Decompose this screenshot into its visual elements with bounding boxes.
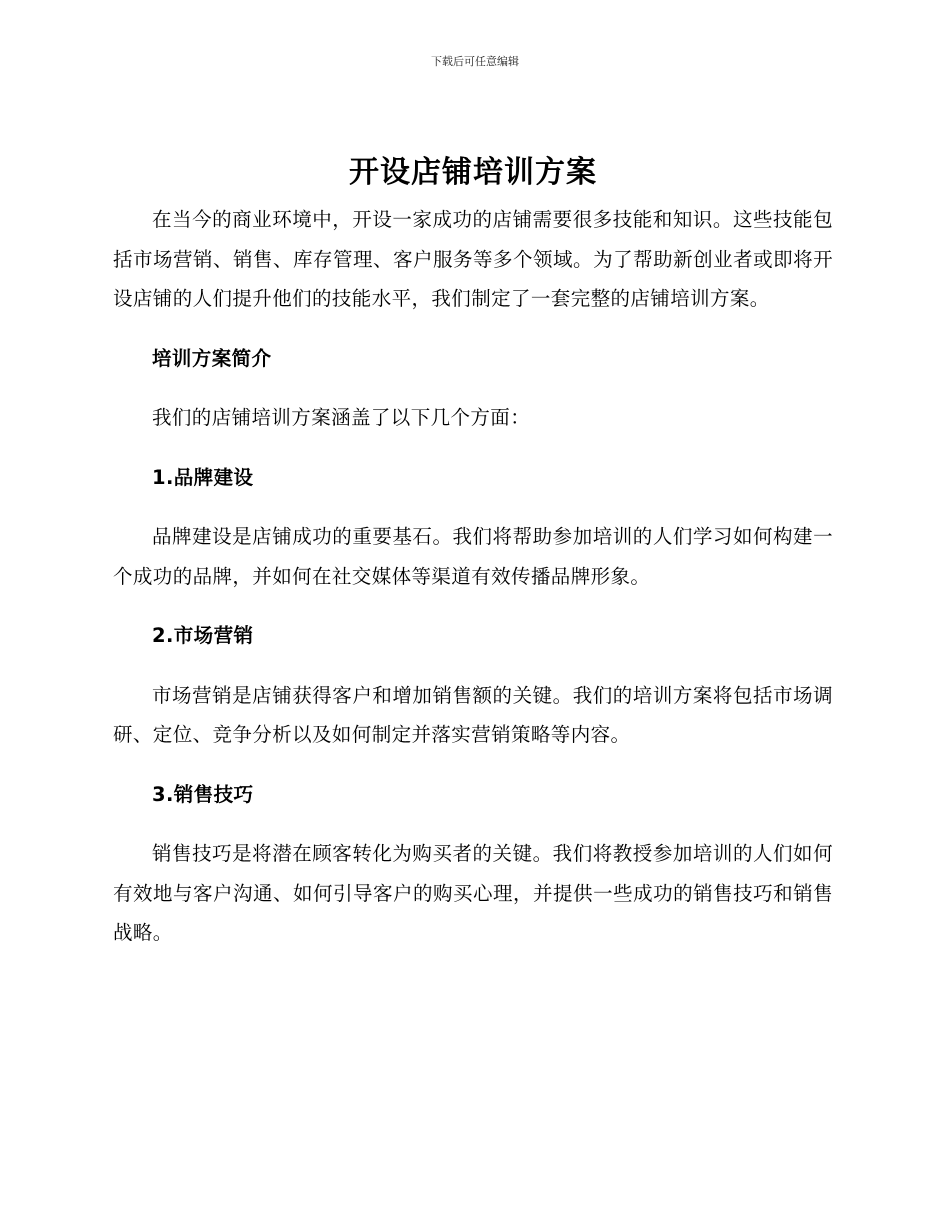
document-title: 开设店铺培训方案	[349, 155, 597, 190]
section-heading-brand: 1.品牌建设	[152, 465, 254, 489]
section-body-sales: 销售技巧是将潜在顾客转化为购买者的关键。我们将教授参加培训的人们如何有效地与客户沟通、如何引导客户的购买心理，并提供一些成功的销售技巧和销售战略。	[113, 842, 833, 944]
overview-paragraph: 我们的店铺培训方案涵盖了以下几个方面：	[152, 406, 531, 429]
section-heading-marketing: 2.市场营销	[152, 624, 254, 647]
section-body-marketing: 市场营销是店铺获得客户和增加销售额的关键。我们的培训方案将包括市场调研、定位、竞争分析以及如何制定并落实营销策略等内容。	[113, 683, 833, 746]
document-body	[113, 150, 833, 953]
section-body-brand: 品牌建设是店铺成功的重要基石。我们将帮助参加培训的人们学习如何构建一个成功的品牌，并如何在社交媒体等渠道有效传播品牌形象。	[113, 525, 833, 588]
section-heading-sales: 3.销售技巧	[152, 782, 254, 806]
intro-paragraph: 在当今的商业环境中，开设一家成功的店铺需要很多技能和知识。这些技能包括市场营销、销售、库存管理、客户服务等多个领域。为了帮助新创业者或即将开设店铺的人们提升他们的技能水平，我们制定了一套完整的店铺培训方案。	[113, 208, 833, 310]
overview-heading: 培训方案简介	[152, 346, 272, 370]
header-note: 下载后可任意编辑	[431, 55, 519, 68]
